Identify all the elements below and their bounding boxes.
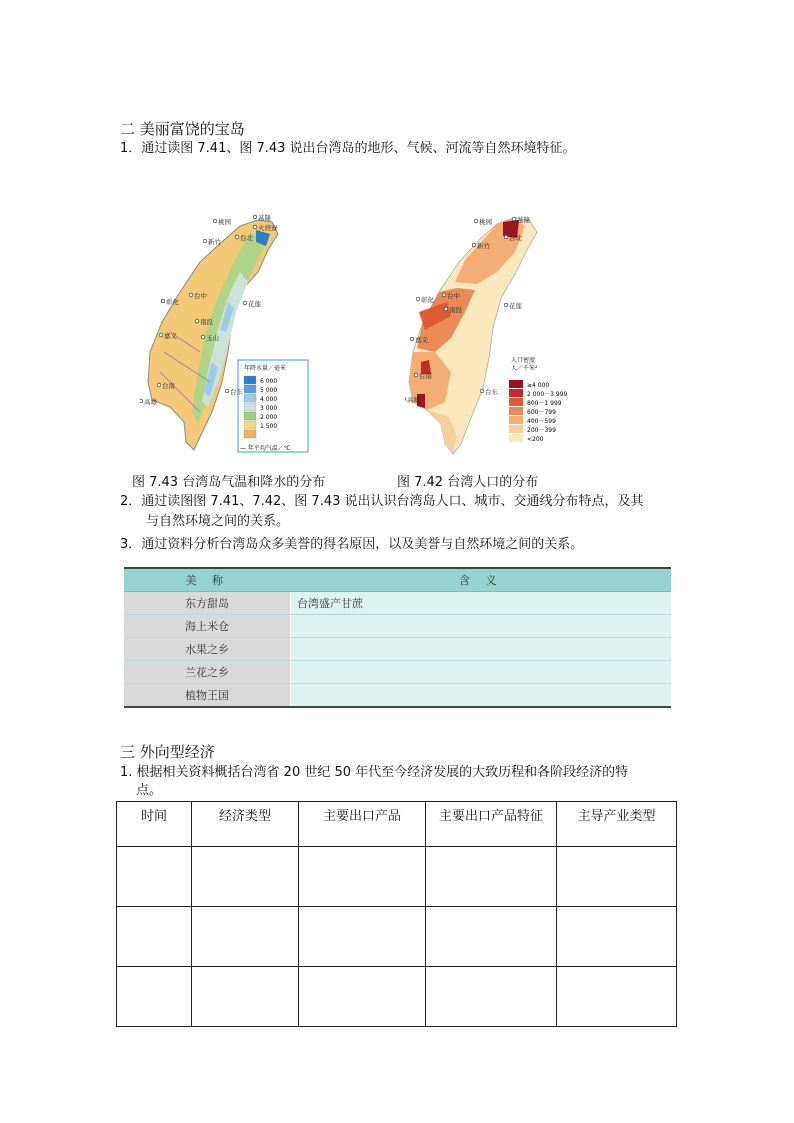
city-marker	[243, 301, 247, 305]
city-label: 高雄	[144, 398, 157, 406]
city-label: 彰化	[421, 296, 434, 304]
nickname-cell: 兰花之乡	[124, 661, 291, 684]
table-row	[124, 592, 671, 615]
city-marker	[512, 217, 516, 221]
section-title-2: 二 美丽富饶的宝岛	[120, 120, 245, 138]
answer-cell[interactable]	[299, 967, 426, 1027]
population-legend-label: 400－599	[527, 418, 556, 425]
city-marker	[414, 373, 418, 377]
answer-cell[interactable]	[426, 967, 557, 1027]
city-label: 台东	[485, 388, 498, 396]
city-label: 台东	[230, 388, 243, 396]
table-row	[117, 907, 677, 967]
city-marker	[472, 243, 476, 247]
table-row	[124, 638, 671, 661]
population-legend-unit: 人／千米²	[511, 365, 538, 372]
climate-legend-label: 3 000	[260, 405, 278, 412]
table-row	[124, 615, 671, 638]
city-marker	[504, 235, 508, 239]
answer-cell[interactable]	[426, 847, 557, 907]
population-legend-label: ≥4 000	[527, 382, 550, 389]
header-export-feature: 主要出口产品特征	[426, 802, 557, 847]
climate-legend-title: 年降水量／毫米	[244, 365, 287, 372]
climate-legend-swatch	[244, 394, 256, 402]
question-2-2-line1: 2．通过读图图 7.41、7.42、图 7.43 说出认识台湾岛人口、城市、交通线分布特点，及其	[120, 494, 644, 509]
city-label: 玉山	[206, 334, 219, 342]
city-label: 花莲	[509, 302, 522, 310]
answer-cell[interactable]	[117, 847, 192, 907]
city-label: 台南	[419, 372, 432, 380]
header-nickname: 美 称	[124, 568, 291, 592]
city-marker	[410, 337, 414, 341]
city-label: 嘉义	[164, 332, 177, 340]
climate-legend-swatch	[244, 421, 256, 429]
nickname-table-header	[124, 568, 671, 592]
population-legend-swatch	[509, 380, 523, 388]
taiwan-population-map	[405, 212, 605, 462]
city-label: 南投	[200, 318, 213, 326]
city-marker	[203, 239, 207, 243]
city-marker	[480, 389, 484, 393]
city-marker	[140, 399, 143, 403]
city-label: 花莲	[248, 300, 261, 308]
nickname-cell: 水果之乡	[124, 638, 291, 661]
city-marker	[159, 333, 163, 337]
population-legend	[509, 380, 568, 443]
city-marker	[442, 293, 446, 297]
city-label: 台北	[509, 234, 522, 242]
answer-cell[interactable]	[192, 967, 299, 1027]
city-label: 嘉义	[415, 336, 428, 344]
answer-cell[interactable]	[192, 847, 299, 907]
map2-caption: 图 7.42 台湾人口的分布	[397, 475, 539, 490]
city-marker	[189, 293, 193, 297]
city-marker	[416, 297, 420, 301]
answer-cell[interactable]	[117, 967, 192, 1027]
city-marker	[235, 235, 239, 239]
question-2-1: 1．通过读图 7.41、图 7.43 说出台湾岛的地形、气候、河流等自然环境特征。	[120, 141, 576, 156]
climate-legend-label: 5 000	[260, 387, 278, 394]
city-marker	[225, 389, 229, 393]
population-legend-label: 600－799	[527, 409, 556, 416]
population-legend-swatch	[509, 425, 523, 433]
city-label: 台中	[447, 292, 460, 300]
city-marker	[504, 303, 508, 307]
economy-table	[116, 801, 677, 1027]
population-legend-swatch	[509, 398, 523, 406]
population-legend-swatch	[509, 389, 523, 397]
city-marker	[213, 219, 217, 223]
climate-legend-label: 4 000	[260, 396, 278, 403]
city-label: 台南	[162, 382, 175, 390]
meaning-cell[interactable]: 台湾盛产甘蔗	[291, 592, 672, 615]
population-legend-label: <200	[527, 436, 544, 443]
temperature-line-label: — 年平均气温／℃	[240, 445, 291, 452]
map1-caption: 图 7.43 台湾岛气温和降水的分布	[132, 475, 326, 490]
answer-cell[interactable]	[557, 847, 677, 907]
answer-cell[interactable]	[557, 907, 677, 967]
city-marker	[161, 299, 165, 303]
city-label: 基隆	[517, 216, 530, 224]
header-main-export: 主要出口产品	[299, 802, 426, 847]
city-label: 基隆	[258, 214, 271, 222]
meaning-cell[interactable]	[291, 684, 672, 708]
city-marker	[201, 335, 205, 339]
climate-legend-swatch	[244, 430, 256, 438]
meaning-cell[interactable]	[291, 638, 672, 661]
city-label: 南投	[449, 306, 462, 314]
city-label: 新竹	[477, 242, 490, 250]
nickname-table	[124, 567, 671, 708]
table-row	[117, 967, 677, 1027]
question-2-2-line2: 与自然环境之间的关系。	[146, 514, 290, 529]
city-label: 高雄	[407, 396, 420, 404]
city-marker	[474, 219, 478, 223]
city-marker	[405, 397, 406, 401]
city-marker	[195, 319, 199, 323]
meaning-cell[interactable]	[291, 661, 672, 684]
climate-legend-swatch	[244, 403, 256, 411]
question-2-3: 3．通过资料分析台湾岛众多美誉的得名原因，以及美誉与自然环境之间的关系。	[120, 537, 584, 552]
answer-cell[interactable]	[426, 907, 557, 967]
table-row	[124, 661, 671, 684]
header-economy-type: 经济类型	[192, 802, 299, 847]
header-time: 时间	[117, 802, 192, 847]
city-label: 台北	[240, 234, 253, 242]
population-legend-swatch	[509, 407, 523, 415]
nickname-cell: 植物王国	[124, 684, 291, 708]
climate-legend-swatch	[244, 385, 256, 393]
population-legend-label: 200－399	[527, 427, 556, 434]
answer-cell[interactable]	[117, 907, 192, 967]
economy-table-header	[117, 802, 677, 847]
city-marker	[253, 225, 257, 229]
answer-cell[interactable]	[557, 967, 677, 1027]
answer-cell[interactable]	[192, 907, 299, 967]
city-label: 台中	[194, 292, 207, 300]
population-legend-label: 2 000－3 999	[527, 391, 568, 398]
population-legend-label: 800－1 999	[527, 400, 562, 407]
climate-legend-label: 2 000	[260, 414, 278, 421]
population-legend-swatch	[509, 434, 523, 442]
city-label: 新竹	[208, 238, 221, 246]
population-legend-swatch	[509, 416, 523, 424]
city-marker	[444, 307, 448, 311]
table-row	[124, 684, 671, 708]
answer-cell[interactable]	[299, 907, 426, 967]
nickname-cell: 东方甜岛	[124, 592, 291, 615]
city-marker	[253, 215, 257, 219]
city-label: 火烧寮	[258, 224, 278, 232]
climate-legend-label: 1 500	[260, 423, 278, 430]
population-legend-title: 人口密度	[511, 357, 536, 364]
section-title-3: 三 外向型经济	[120, 743, 215, 761]
climate-legend-swatch	[244, 376, 256, 384]
header-meaning: 含 义	[291, 568, 672, 592]
header-leading-industry: 主导产业类型	[557, 802, 677, 847]
answer-cell[interactable]	[299, 847, 426, 907]
taiwan-climate-map	[140, 212, 320, 462]
city-label: 桃园	[479, 218, 492, 226]
question-3-1-line2: 点。	[136, 783, 163, 798]
question-3-1-line1: 1. 根据相关资料概括台湾省 20 世纪 50 年代至今经济发展的大致历程和各阶段经济的特	[120, 765, 629, 780]
climate-legend-label: 6 000	[260, 378, 278, 385]
table-row	[117, 847, 677, 907]
city-label: 桃园	[218, 218, 231, 226]
climate-legend-swatch	[244, 412, 256, 420]
city-label: 彰化	[166, 298, 179, 306]
city-marker	[157, 383, 161, 387]
meaning-cell[interactable]	[291, 615, 672, 638]
nickname-cell: 海上米仓	[124, 615, 291, 638]
